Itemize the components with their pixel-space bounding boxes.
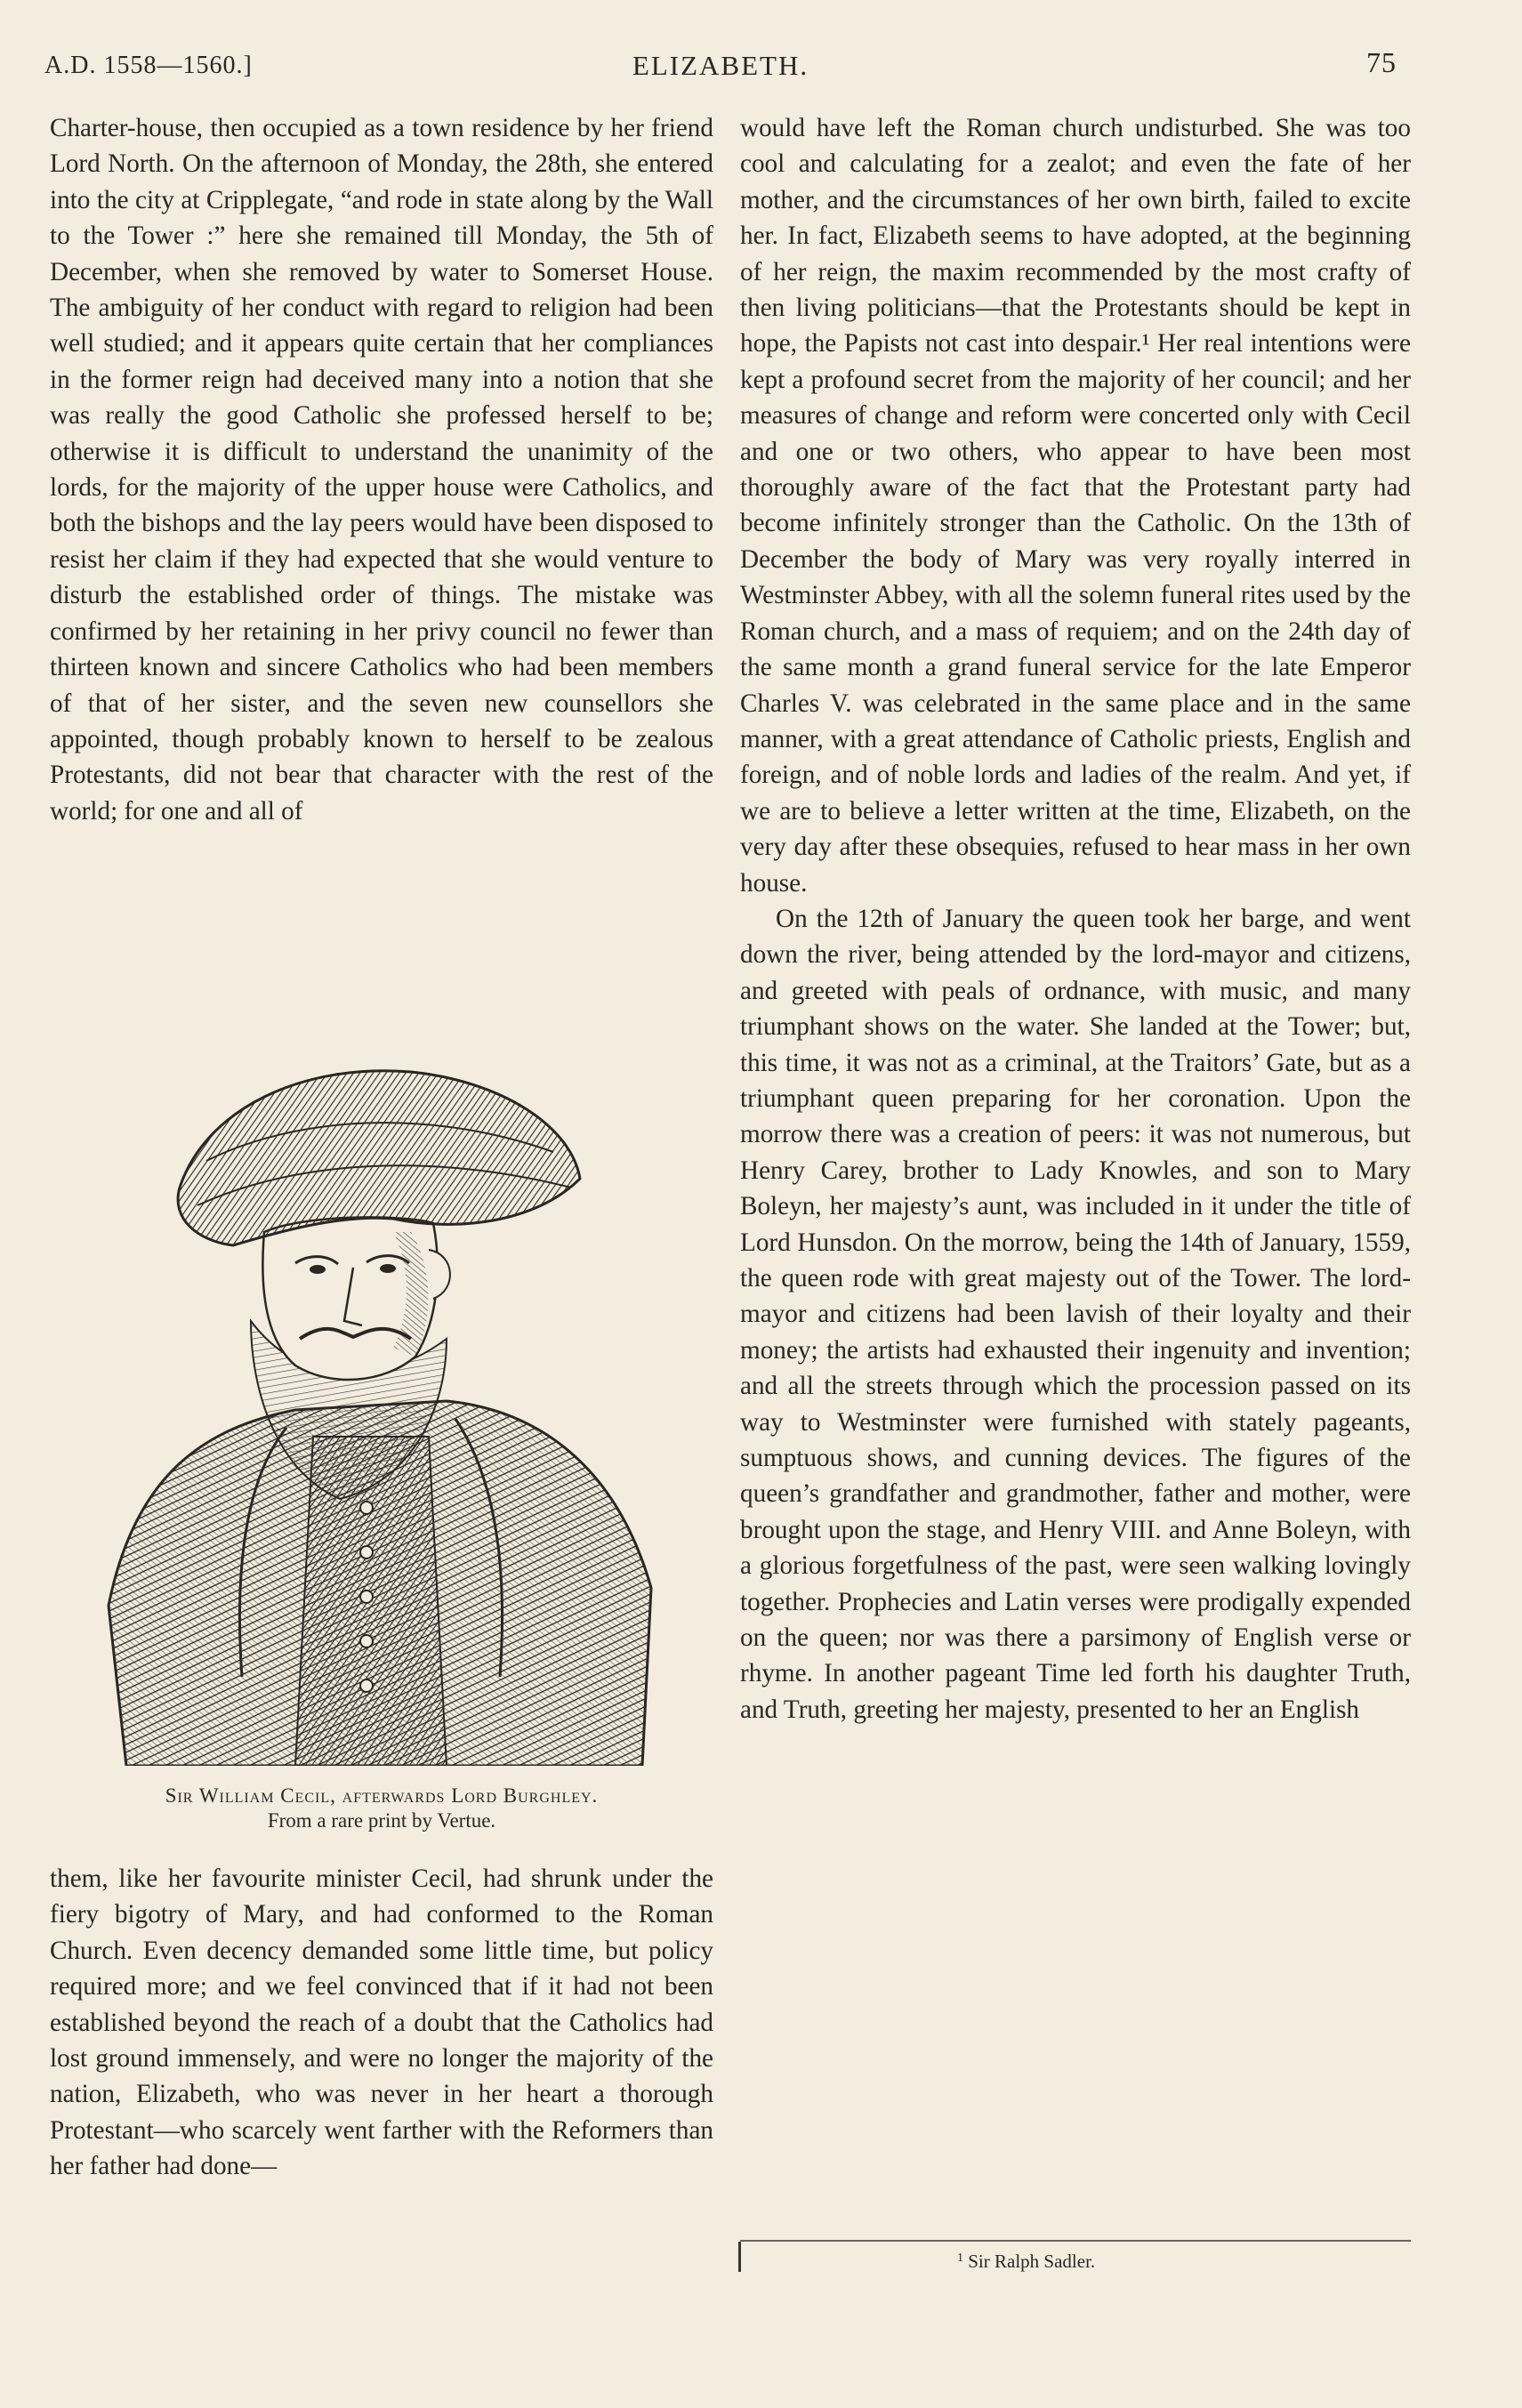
paragraph: Charter-house, then occupied as a town residence by her friend Lord North. On the afternoon of Monday, the 28th, she entered into the city at Cripplegate, “and rode in state along by the Wall to the Tower :” here she remained till Monday, the 5th of December, when she removed by water to Somerset House. The ambiguity of her conduct with regard to religion had been well studied; and it appears quite certain that her compliances in the former reign had deceived many into a notion that she was really the good Catholic she professed herself to be; otherwise it is difficult to understand the unanimity of the lords, for the majority of the upper house were Catholics, and both the bishops and the lay peers would have been disposed to resist her claim if they had expected that she would venture to disturb the established order of things. The mistake was confirmed by her retaining in her privy council no fewer than thirteen known and sincere Catholics who had been members of that of her sister, and the seven new counsellors she appointed, though probably known to herself to be zealous Protestants, did not bear that character with the rest of the world; for one and all of (50, 114, 713, 825)
footnote-text: Sir Ralph Sadler. (968, 2251, 1096, 2272)
caption-line-2: From a rare print by Vertue. (267, 1809, 496, 1832)
paragraph: On the 12th of January the queen took her barge, and went down the river, being attended by the lord-mayor and citizens, and greeted with peals of ordnance, with music, and many triumphant shows on the water. She landed at the Tower; but, this time, it was not as a criminal, at the Traitors’ Gate, but as a triumphant queen preparing for her coronation. Upon the morrow there was a creation of peers: it was not numerous, but Henry Carey, brother to Lady Knowles, and son to Mary Boleyn, her majesty’s aunt, was included in it under the title of Lord Hunsdon. On the morrow, being the 14th of January, 1559, the queen rode with great majesty out of the Tower. The lord-mayor and citizens had been lavish of their loyalty and their money; the artists had exhausted their ingenuity and invention; and all the streets through which the procession passed on its way to Westminster were furnished with stately pageants, sumptuous shows, and cunning devices. The figures of the queen’s grandfather and grandmother, father and mother, were brought upon the stage, and Henry VIII. and Anne Boleyn, with a glorious forgetfulness of the past, were seen walking lovingly together. Prophecies and Latin verses were prodigally expended on the queen; nor was there a parsimony of English verse or rhyme. In another pageant Time led forth his daughter Truth, and Truth, greeting her majesty, presented to her an English (740, 904, 1411, 1724)
left-column-top (50, 110, 713, 829)
paragraph: would have left the Roman church undisturbed. She was too cool and calculating for a zealot; and even the fate of her mother, and the circumstances of her own birth, failed to excite her. In fact, Elizabeth seems to have adopted, at the beginning of her reign, the maxim recommended by the most crafty of then living politicians—that the Protestants should be kept in hope, the Papists not cast into despair.¹ Her real intentions were kept a profound secret from the majority of her council; and her measures of change and reform were concerted only with Cecil and one or two others, who appear to have been most thoroughly aware of the fact that the Protestant party had become infinitely stronger than the Catholic. On the 13th of December the body of Mary was very royally interred in Westminster Abbey, with all the solemn funeral rites used by the Roman church, and a mass of requiem; and on the 24th day of the same month a grand funeral service for the late Emperor Charles V. was celebrated in the same place and in the same manner, with a great attendance of Catholic priests, English and foreign, and of noble lords and ladies of the realm. And yet, if we are to believe a letter written at the time, Elizabeth, on the very day after these obsequies, refused to hear mass in her own house. (740, 114, 1411, 898)
header-title: ELIZABETH. (632, 50, 809, 81)
header-date-range: A.D. 1558—1560.] (44, 52, 253, 79)
footnote-rule (740, 2240, 1411, 2242)
paragraph: them, like her favourite minister Cecil, had shrunk under the fiery bigotry of Mary, and had conformed to the Roman Church. Even decency demanded some little time, but policy required more; and we feel convinced that if it had not been established beyond the reach of a doubt that the Catholics had lost ground immensely, and were no longer the majority of the nation, Elizabeth, who was never in her heart a thorough Protestant—who scarcely went farther with the Reformers than her father had done— (50, 1864, 713, 2181)
cap (178, 1071, 580, 1245)
portrait-engraving (73, 1054, 696, 1766)
page-number: 75 (1366, 46, 1397, 78)
column-rule (738, 2242, 741, 2272)
running-header (44, 46, 1397, 82)
footnote-marker: 1 (957, 2251, 963, 2265)
figure-caption (50, 1784, 713, 1833)
left-column-bottom (50, 1861, 713, 2185)
right-column (740, 110, 1411, 1727)
caption-line-1: Sir William Cecil, afterwards Lord Burghley. (165, 1784, 599, 1807)
footnote (957, 2247, 1095, 2273)
